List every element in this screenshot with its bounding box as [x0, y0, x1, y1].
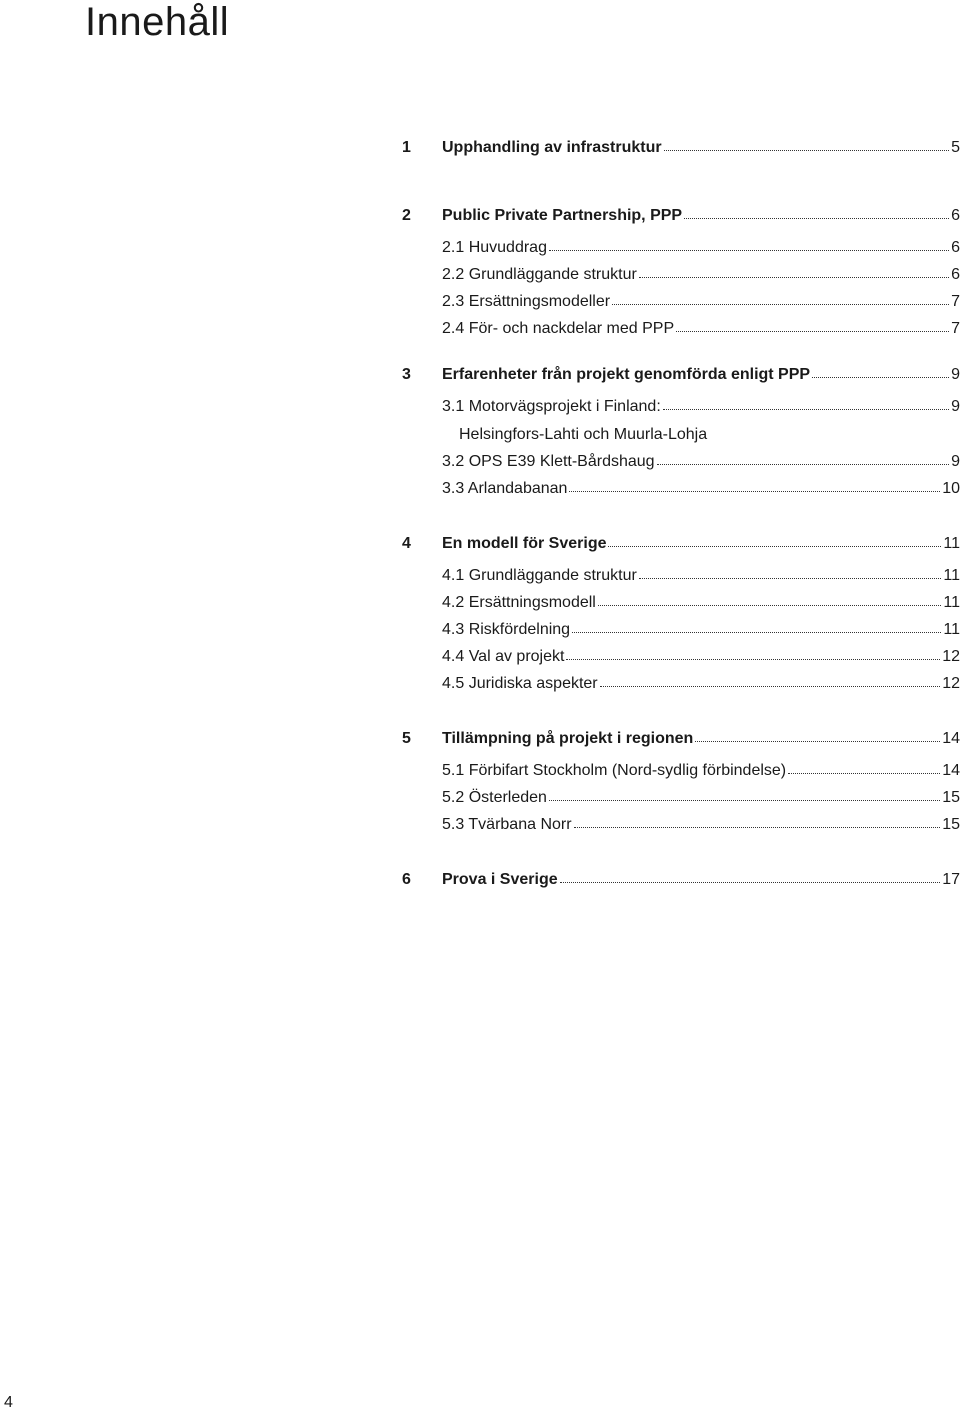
toc-subentry-page: 6: [951, 266, 960, 283]
toc-subentry-title: 5.3 Tvärbana Norr: [442, 816, 572, 833]
toc-entry-number: 6: [402, 871, 411, 888]
dot-leader: [612, 304, 949, 305]
toc-subentry-page: 15: [942, 816, 960, 833]
toc-entry-title: Upphandling av infrastruktur: [442, 139, 662, 156]
toc-section-1: [402, 130, 960, 157]
dot-leader: [639, 277, 949, 278]
toc-subentry[interactable]: [402, 639, 960, 666]
toc-subentry[interactable]: [402, 780, 960, 807]
toc-entry-title: En modell för Sverige: [442, 535, 607, 552]
dot-leader: [566, 659, 940, 660]
toc-subentry-page: 9: [951, 398, 960, 415]
dot-leader: [663, 409, 949, 410]
toc-section-2: [402, 198, 960, 338]
toc-subentry-title: 4.1 Grundläggande struktur: [442, 567, 637, 584]
toc-subentry-page: 11: [943, 567, 960, 584]
toc-subentry-title: 2.1 Huvuddrag: [442, 239, 547, 256]
toc-subentry-title: 3.2 OPS E39 Klett-Bårdshaug: [442, 453, 655, 470]
toc-entry-number: 3: [402, 366, 411, 383]
toc-subentry[interactable]: [402, 284, 960, 311]
dot-leader: [574, 827, 941, 828]
toc-entry-page: 5: [951, 139, 960, 156]
toc-subentry[interactable]: [402, 753, 960, 780]
toc-entry-number: 1: [402, 139, 411, 156]
toc-subentry[interactable]: [402, 389, 960, 416]
toc-section-4: [402, 526, 960, 693]
toc-section-5: [402, 721, 960, 834]
toc-subentry[interactable]: [402, 612, 960, 639]
toc-entry-title: Tillämpning på projekt i regionen: [442, 730, 694, 747]
toc-subentry-title: 5.2 Österleden: [442, 789, 547, 806]
toc-entry-number: 2: [402, 207, 411, 224]
toc-entry-page: 9: [951, 366, 960, 383]
dot-leader: [598, 605, 942, 606]
dot-leader: [549, 250, 949, 251]
dot-leader: [657, 464, 950, 465]
toc-subentry-title: 3.3 Arlandabanan: [442, 480, 568, 497]
toc-subentry-title: 2.3 Ersättningsmodeller: [442, 293, 611, 310]
toc-subentry[interactable]: [402, 230, 960, 257]
dot-leader: [684, 218, 949, 219]
dot-leader: [608, 546, 941, 547]
toc-subentry-page: 7: [951, 320, 960, 337]
toc-section-6: [402, 862, 960, 889]
toc-subentry-title: 2.4 För- och nackdelar med PPP: [442, 320, 675, 337]
dot-leader: [572, 632, 941, 633]
toc-subentry-page: 7: [951, 293, 960, 310]
toc-subentry-page: 12: [942, 675, 960, 692]
toc-entry[interactable]: [402, 357, 960, 384]
toc-subentry-title: 4.2 Ersättningsmodell: [442, 594, 596, 611]
dot-leader: [664, 150, 950, 151]
toc-subentry-title: 4.3 Riskfördelning: [442, 621, 571, 638]
toc-entry[interactable]: [402, 130, 960, 157]
table-of-contents: [402, 130, 960, 894]
toc-subentry[interactable]: [402, 558, 960, 585]
dot-leader: [569, 491, 940, 492]
dot-leader: [788, 773, 940, 774]
toc-subentry[interactable]: [402, 257, 960, 284]
toc-entry[interactable]: [402, 198, 960, 225]
dot-leader: [549, 800, 940, 801]
toc-entry-title: Prova i Sverige: [442, 871, 558, 888]
toc-subentry-page: 6: [951, 239, 960, 256]
toc-entry-page: 6: [951, 207, 960, 224]
toc-subentry[interactable]: [402, 311, 960, 338]
toc-entry-title: Public Private Partnership, PPP: [442, 207, 683, 224]
dot-leader: [695, 741, 940, 742]
dot-leader: [639, 578, 942, 579]
dot-leader: [600, 686, 941, 687]
toc-subentry-page: 11: [943, 621, 960, 638]
toc-subentry-title: 3.1 Motorvägsprojekt i Finland:: [442, 398, 661, 415]
dot-leader: [676, 331, 949, 332]
toc-entry[interactable]: [402, 862, 960, 889]
toc-entry-page: 14: [942, 730, 960, 747]
toc-subentry-title: 4.4 Val av projekt: [442, 648, 565, 665]
toc-subentry[interactable]: [402, 585, 960, 612]
toc-subentry[interactable]: [402, 444, 960, 471]
toc-subentry-title: 4.5 Juridiska aspekter: [442, 675, 598, 692]
toc-subentry-title: 5.1 Förbifart Stockholm (Nord-sydlig förbindelse): [442, 762, 787, 779]
page-number: 4: [4, 1394, 13, 1411]
toc-subentry-continuation: [402, 416, 960, 444]
toc-subentry-page: 11: [943, 594, 960, 611]
toc-subentry-page: 15: [942, 789, 960, 806]
toc-subentry-page: 10: [942, 480, 960, 497]
toc-subentry[interactable]: [402, 471, 960, 498]
dot-leader: [812, 377, 949, 378]
toc-entry-number: 5: [402, 730, 411, 747]
dot-leader: [560, 882, 941, 883]
toc-entry[interactable]: [402, 526, 960, 553]
toc-entry-page: 11: [943, 535, 960, 552]
toc-entry-number: 4: [402, 535, 411, 552]
toc-subentry-title: 2.2 Grundläggande struktur: [442, 266, 637, 283]
toc-entry[interactable]: [402, 721, 960, 748]
page-title: Innehåll: [85, 0, 230, 44]
toc-subentry-page: 9: [951, 453, 960, 470]
toc-section-3: [402, 357, 960, 498]
toc-subentry-continuation-text: Helsingfors-Lahti och Muurla-Lohja: [459, 426, 708, 443]
toc-subentry-page: 12: [942, 648, 960, 665]
toc-subentry-page: 14: [942, 762, 960, 779]
toc-subentry[interactable]: [402, 807, 960, 834]
toc-entry-title: Erfarenheter från projekt genomförda enligt PPP: [442, 366, 811, 383]
toc-subentry[interactable]: [402, 666, 960, 693]
toc-entry-page: 17: [942, 871, 960, 888]
